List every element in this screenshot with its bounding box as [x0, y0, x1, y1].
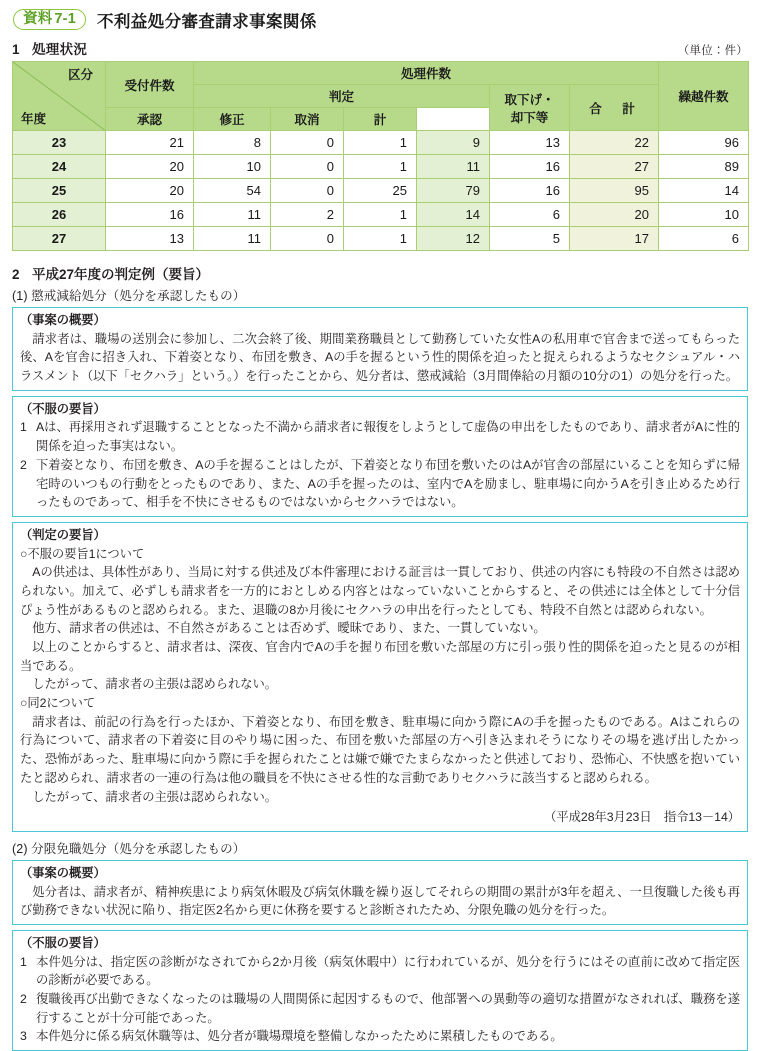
case-overview-box-1	[12, 307, 748, 391]
cell-year: 25	[13, 179, 106, 203]
corner-row-label: 年度	[21, 112, 47, 126]
cell-hantei-kei: 79	[417, 179, 490, 203]
objection-item	[20, 418, 740, 455]
case-overview-heading: （事案の概要）	[20, 865, 106, 880]
cell-uketsuke: 21	[106, 131, 194, 155]
ruling-box-1	[12, 522, 748, 832]
cell-year: 26	[13, 203, 106, 227]
header-shusei: 修正	[194, 108, 271, 131]
document-number-badge	[13, 9, 86, 30]
cell-uketsuke: 20	[106, 155, 194, 179]
cell-torikeshi: 1	[344, 131, 417, 155]
objection-item-number: 1	[20, 420, 27, 435]
statistics-table-body	[13, 131, 749, 251]
cell-goukei: 20	[570, 203, 659, 227]
subsection-1-label: (1) 懲戒減給処分（処分を承認したもの）	[12, 289, 246, 303]
header-torisage-line1: 取下げ・	[504, 92, 555, 107]
table-corner-cell	[13, 62, 106, 131]
document-title-row	[0, 0, 760, 30]
cell-hantei-kei: 12	[417, 227, 490, 251]
ruling-point1-para-a: Aの供述は、具体性があり、当局に対する供述及び本件審理における証言は一貫しており、供述の内容にも特段の不自然さは認められない。加えて、必ずしも請求者を一方的におとしめる内容とはなっていないことからすると、その供述には全体として十分信ぴょう性があるものと認められる。また、退職の8か月後にセクハラの申出を行ったとしても、特段不自然とは認められない。	[20, 565, 740, 617]
objection-item-text: 本件処分に係る病気休職等は、処分者が職場環境を整備しなかったために累積したものである。	[36, 1029, 563, 1044]
statistics-table	[12, 61, 749, 251]
header-shori-kensu: 処理件数	[194, 62, 659, 85]
cell-torisage: 16	[490, 179, 570, 203]
case-overview-body: 請求者は、職場の送別会に参加し、二次会終了後、期間業務職員として勤務していた女性Aの私用車で官舎まで送ってもらった後、Aを官舎に招き入れ、下着姿となり、布団を敷き、Aの手を握るという性的関係を迫ったと捉えられるようなセクシュアル・ハラスメント（以下「セクハラ」という。）を行ったことから、処分者は、懲戒減給（3月間俸給の月額の10分の1）の処分を行った。	[20, 331, 740, 384]
section2-heading	[0, 251, 760, 284]
table-row	[13, 227, 749, 251]
objection-box-1	[12, 396, 748, 517]
section2-number: 2	[12, 267, 20, 282]
ruling-heading: （判定の要旨）	[20, 527, 106, 542]
header-torikeshi: 取消	[271, 108, 344, 131]
section1-number: 1	[12, 42, 20, 57]
cell-shonin: 11	[194, 203, 271, 227]
section1-title: 処理状況	[32, 42, 88, 57]
section2-title: 平成27年度の判定例（要旨）	[32, 267, 210, 282]
cell-goukei: 17	[570, 227, 659, 251]
cell-torikeshi: 1	[344, 227, 417, 251]
objection-item-number: 2	[20, 992, 27, 1006]
cell-goukei: 95	[570, 179, 659, 203]
cell-torisage: 6	[490, 203, 570, 227]
table-row	[13, 179, 749, 203]
cell-hantei-kei: 11	[417, 155, 490, 179]
ruling-point2-para-b: したがって、請求者の主張は認められない。	[32, 789, 277, 804]
ruling-reference: （平成28年3月23日 指令13－14）	[544, 810, 740, 825]
badge-label: 資料	[23, 11, 53, 28]
section1-heading	[0, 30, 760, 61]
table-row	[13, 203, 749, 227]
cell-hantei-kei: 9	[417, 131, 490, 155]
cell-shonin: 8	[194, 131, 271, 155]
page-title: 不利益処分審査請求事案関係	[96, 12, 317, 31]
cell-kurikoshi: 89	[659, 155, 749, 179]
cell-torisage: 16	[490, 155, 570, 179]
cell-torisage: 13	[490, 131, 570, 155]
cell-shusei: 2	[271, 203, 344, 227]
objection-box-2	[12, 930, 748, 1051]
cell-shusei: 0	[271, 227, 344, 251]
objection-item-number: 1	[20, 954, 27, 969]
cell-kurikoshi: 96	[659, 131, 749, 155]
cell-shusei: 0	[271, 155, 344, 179]
cell-shonin: 11	[194, 227, 271, 251]
ruling-point1-para-b: 他方、請求者の供述は、不自然さがあることは否めず、曖昧であり、また、一貫していない。	[32, 621, 546, 636]
cell-kurikoshi: 10	[659, 203, 749, 227]
cell-torikeshi: 25	[344, 179, 417, 203]
cell-goukei: 27	[570, 155, 659, 179]
table-unit-note: （単位：件）	[677, 45, 748, 57]
cell-torikeshi: 1	[344, 155, 417, 179]
objection-item-text: 復職後再び出勤できなくなったのは職場の人間関係に起因するもので、他部署への異動等の適切な措置がなされれば、職務を遂行することが十分可能であった。	[36, 992, 740, 1025]
table-row	[13, 155, 749, 179]
header-kurikoshi: 繰越件数	[659, 62, 749, 131]
table-row	[13, 131, 749, 155]
objection-item-number: 3	[20, 1029, 27, 1044]
objection-heading: （不服の要旨）	[20, 401, 106, 416]
header-hantei-kei: 計	[344, 108, 417, 131]
cell-year: 24	[13, 155, 106, 179]
cell-shusei: 0	[271, 131, 344, 155]
header-torisage-line2: 却下等	[510, 110, 549, 125]
header-goukei	[570, 85, 659, 131]
statistics-table-wrapper	[0, 61, 760, 251]
cell-torikeshi: 1	[344, 203, 417, 227]
ruling-point1-para-c: 以上のことからすると、請求者は、深夜、官舎内でAの手を握り布団を敷いた部屋の方に引っ張り性的関係を迫ったと見るのが相当である。	[20, 640, 740, 673]
objection-item	[20, 990, 740, 1027]
objection-item	[20, 953, 740, 990]
header-hantei: 判定	[194, 85, 490, 108]
header-goukei-text: 合 計	[589, 101, 639, 116]
ruling-point1-heading: ○不服の要旨1について	[20, 546, 145, 561]
cell-torisage: 5	[490, 227, 570, 251]
objection-item-text: Aは、再採用されず退職することとなった不満から請求者に報復をしようとして虚偽の申出をしたものであり、請求者がAに性的関係を迫った事実はない。	[36, 420, 740, 454]
objection-item-text: 下着姿となり、布団を敷き、Aの手を握ることはしたが、下着姿となり布団を敷いたのはAが官舎の部屋にいることを知らずに帰宅時のいつもの行動をとったものであり、また、Aの手を握ったのは、室内でAを励まし、駐車場に向かうAを引き止めるため行ったものであって、相手を不快にさせるものではないからセクハラではない。	[36, 457, 740, 510]
table-header-row-1	[13, 62, 749, 85]
case-overview-heading: （事案の概要）	[20, 313, 106, 327]
header-torisage	[490, 85, 570, 131]
objection-item-text: 本件処分は、指定医の診断がなされてから2か月後（病気休暇中）に行われているが、処分を行うにはその直前に改めて指定医の診断が必要である。	[36, 954, 740, 988]
cell-uketsuke: 16	[106, 203, 194, 227]
ruling-point1-para-d: したがって、請求者の主張は認められない。	[32, 677, 277, 692]
cell-shonin: 54	[194, 179, 271, 203]
cell-uketsuke: 20	[106, 179, 194, 203]
cell-hantei-kei: 14	[417, 203, 490, 227]
cell-kurikoshi: 14	[659, 179, 749, 203]
objection-heading: （不服の要旨）	[20, 935, 106, 950]
header-uketsuke: 受付件数	[106, 62, 194, 108]
cell-year: 23	[13, 131, 106, 155]
objection-item	[20, 1027, 740, 1046]
case-overview-box-2	[12, 860, 748, 925]
cell-shusei: 0	[271, 179, 344, 203]
case-overview-body: 処分者は、請求者が、精神疾患により病気休暇及び病気休職を繰り返してそれらの期間の累計が3年を超え、一旦復職した後も再び勤務できない状況に陥り、指定医2名から更に休務を要すると診断されたため、分限免職の処分を行った。	[20, 884, 740, 918]
corner-column-label: 区分	[67, 68, 93, 82]
cell-shonin: 10	[194, 155, 271, 179]
objection-item-number: 2	[20, 457, 27, 472]
header-shonin: 承認	[106, 108, 194, 131]
ruling-point2-heading: ○同2について	[20, 696, 96, 711]
cell-kurikoshi: 6	[659, 227, 749, 251]
cell-uketsuke: 13	[106, 227, 194, 251]
subsection-2-label: (2) 分限免職処分（処分を承認したもの）	[12, 841, 246, 856]
cell-year: 27	[13, 227, 106, 251]
cell-goukei: 22	[570, 131, 659, 155]
ruling-point2-para-a: 請求者は、前記の行為を行ったほか、下着姿となり、布団を敷き、駐車場に向かう際にAの手を握ったものである。Aはこれらの行為について、請求者の下着姿に目のやり場に困った、布団を敷いた部屋の方へ引き込まれそうになりその場を逃げ出したかった、恐怖があった、駐車場に向かう際に手を握られたことは嫌で嫌でたまらなかったと供述しており、恐怖心、不快感を抱いていたと認められ、請求者の一連の行為は他の職員を不快にさせる性的な言動でありセクハラに該当すると認められる。	[20, 714, 740, 785]
badge-number: 7-1	[54, 11, 76, 28]
objection-item	[20, 456, 740, 512]
